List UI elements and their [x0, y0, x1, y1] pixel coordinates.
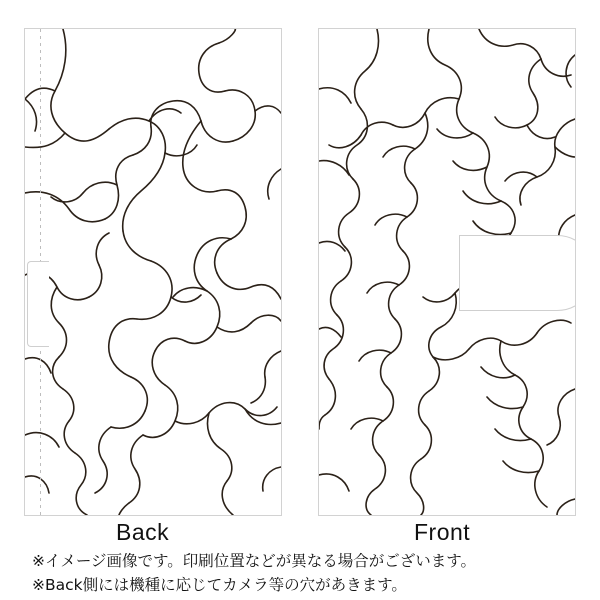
product-panel-front — [318, 28, 576, 516]
product-panel-back — [24, 28, 282, 516]
caption-front: Front — [414, 519, 471, 545]
disclaimer-notes — [32, 549, 476, 597]
magnetic-closure-tab — [459, 235, 576, 311]
panel-back-artwork — [25, 29, 281, 515]
crack-pattern-back — [25, 29, 281, 515]
note-line-2: ※Back側には機種に応じてカメラ等の穴があきます。 — [32, 576, 407, 595]
caption-back: Back — [116, 519, 170, 545]
side-flap — [27, 261, 49, 347]
note-line-1: ※イメージ画像です。印刷位置などが異なる場合がございます。 — [32, 552, 477, 570]
